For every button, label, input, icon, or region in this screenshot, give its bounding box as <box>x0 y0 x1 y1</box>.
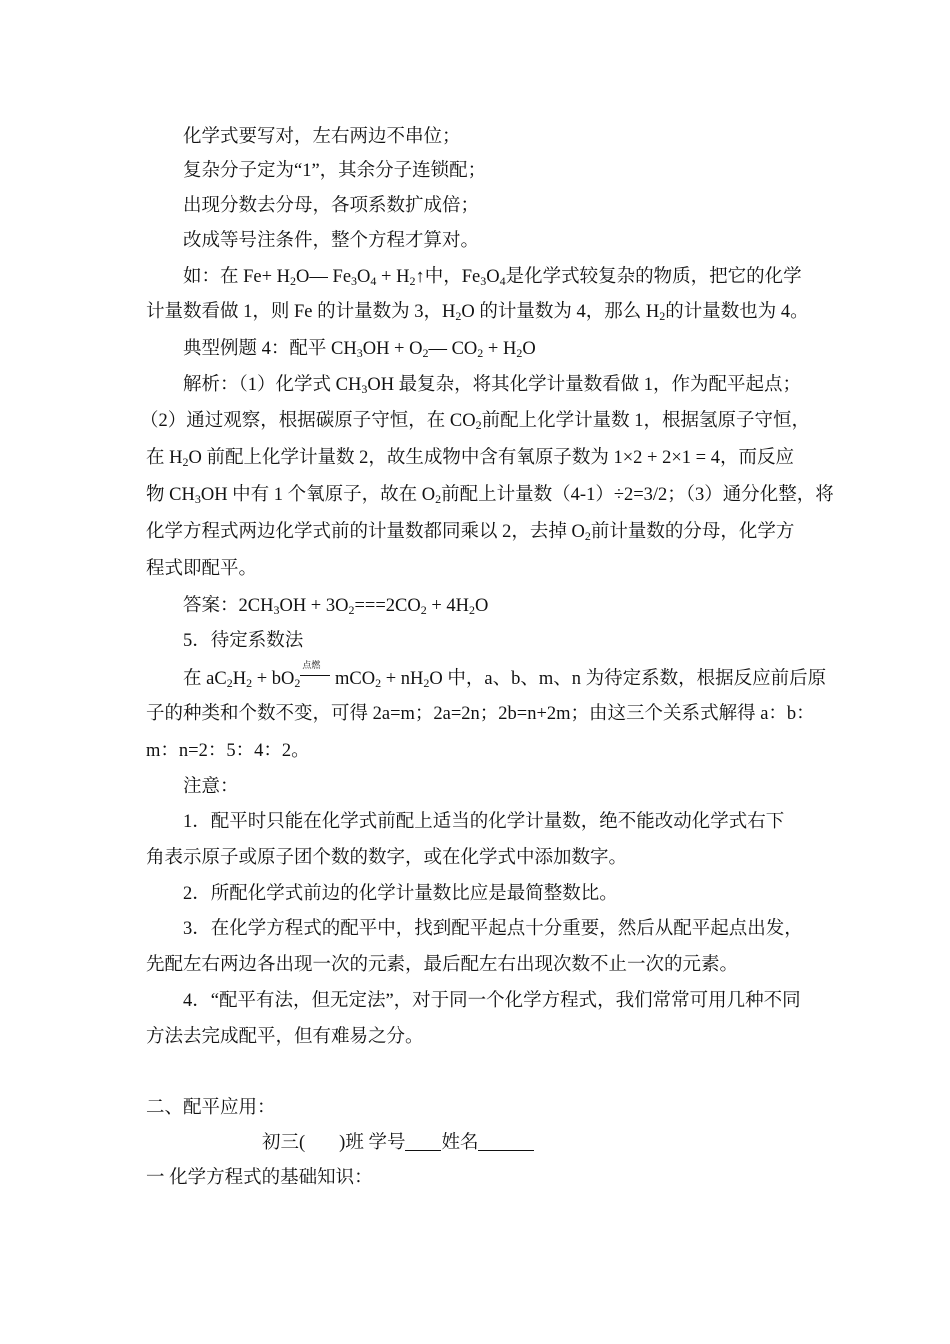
note-3-line-2: 先配左右两边各出现一次的元素，最后配左右出现次数不止一次的元素。 <box>146 955 739 975</box>
rhyme-line-1: 化学式要写对，左右两边不串位； <box>183 127 461 147</box>
student-id-blank[interactable] <box>405 1134 441 1151</box>
section-2-heading: 二、配平应用： <box>146 1098 276 1118</box>
example-line-2: 计量数看做 1，则 Fe 的计量数为 3，$H_2O$ 的计量数为 4，那么 $H_2$的计量数也为 4。 <box>146 302 809 323</box>
analysis-line-6: 程式即配平。 <box>146 559 258 579</box>
student-info-line: 初三( )班 学号 姓名 <box>262 1134 534 1153</box>
method-5-title: 5．待定系数法 <box>183 631 304 651</box>
note-1-line-1: 1．配平时只能在化学式前配上适当的化学计量数，绝不能改动化学式右下 <box>183 812 785 832</box>
note-1-line-2: 角表示原子或原子团个数的数字，或在化学式中添加数字。 <box>146 848 628 868</box>
analysis-line-2: （2）通过观察，根据碳原子守恒，在 $CO_2$前配上化学计量数 1，根据氢原子守恒， <box>140 411 810 432</box>
reaction-condition-arrow: 点燃 <box>300 668 330 686</box>
note-3-line-1: 3．在化学方程式的配平中，找到配平起点十分重要，然后从配平起点出发， <box>183 919 803 939</box>
method-5-line-2: 子的种类和个数不变，可得 2a=m；2a=2n；2b=n+2m；由这三个关系式解得 a：b： <box>146 704 815 724</box>
analysis-line-1: 解析：（1）化学式 $CH_3OH$ 最复杂，将其化学计量数看做 1，作为配平起点； <box>183 375 802 396</box>
note-title: 注意： <box>183 777 239 797</box>
example-line-1: 如：在 $Fe+ H_2O—$ $Fe_3O_4$ + $H_2↑$中，$Fe_3O_4$是化学式较复杂的物质，把它的化学 <box>183 267 802 288</box>
student-name-blank[interactable] <box>478 1134 534 1151</box>
method-5-line-3: m：n=2：5：4：2。 <box>146 741 310 761</box>
note-4-line-1: 4．“配平有法，但无定法”，对于同一个化学方程式，我们常常可用几种不同 <box>183 991 801 1011</box>
note-2: 2．所配化学式前边的化学计量数比应是最简整数比。 <box>183 884 618 904</box>
method-5-line-1: 在 $aC_2H_2 + bO_2$ 点燃 $mCO_2 + nH_2O$ 中，a、b、m、n 为待定系数，根据反应前后原 <box>183 661 827 690</box>
analysis-line-4: 物 $CH_3OH$ 中有 1 个氧原子，故在 $O_2$前配上计量数（4-1）÷2=3/2；（3）通分化整，将 <box>146 485 834 506</box>
rhyme-line-2: 复杂分子定为“1”，其余分子连锁配； <box>183 161 487 181</box>
analysis-line-5: 化学方程式两边化学式前的计量数都同乘以 2，去掉 $O_2$前计量数的分母，化学方 <box>146 522 795 543</box>
answer: 答案：$2CH_3OH + 3O_2===2CO_2 + 4H_2O$ <box>183 596 489 617</box>
analysis-line-3: 在 $H_2O$ 前配上化学计量数 2，故生成物中含有氧原子数为 1×2 + 2×1 = 4，而反应 <box>146 448 794 469</box>
rhyme-line-3: 出现分数去分母，各项系数扩成倍； <box>183 196 480 216</box>
note-4-line-2: 方法去完成配平，但有难易之分。 <box>146 1027 424 1047</box>
basic-knowledge-heading: 一 化学方程式的基础知识： <box>146 1168 373 1188</box>
rhyme-line-4: 改成等号注条件，整个方程才算对。 <box>183 231 480 251</box>
problem-4: 典型例题 4：配平 $CH_3OH$ + $O_2—$ $CO_2 + H_2O$ <box>183 339 536 360</box>
